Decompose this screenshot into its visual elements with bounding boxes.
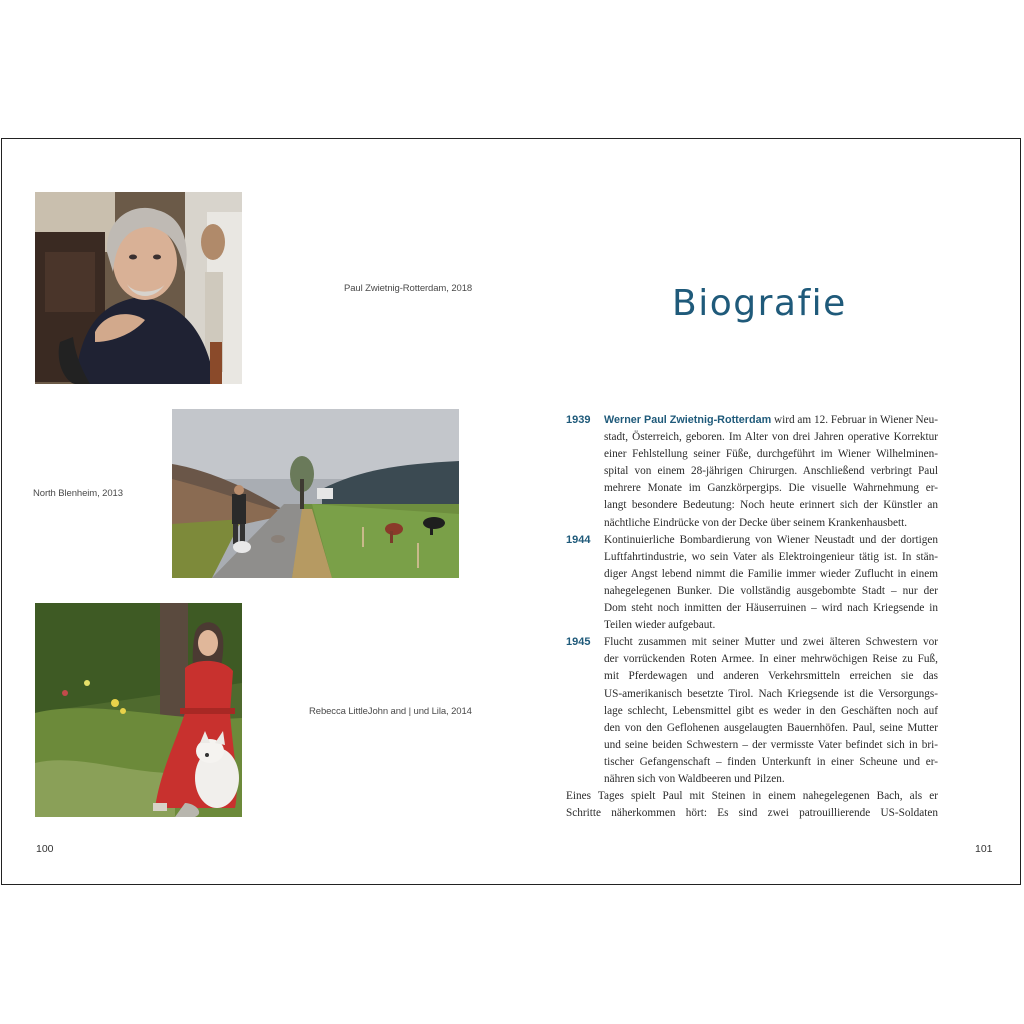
text-line: lage schlecht, Lebensmittel gibt es weder in den Geschäften noch auf [604, 704, 938, 717]
entry-year: 1939 [566, 414, 591, 426]
text-line: Dom steht noch inmitten der Häuserruinen – wird nach Kriegsende in [604, 602, 938, 615]
photo-caption-1: Paul Zwietnig-Rotterdam, 2018 [344, 283, 473, 294]
portrait-image [35, 192, 242, 384]
text-line: der vorrückenden Roten Armee. In einer mehrwöchigen Reise zu Fuß, [604, 653, 938, 666]
landscape-photo [172, 409, 459, 578]
text-line: Luftfahrtindustrie, wo sein Vater als Elektroingenieur tätig ist. In stän- [604, 550, 938, 563]
entry-year: 1944 [566, 533, 591, 546]
text-line: stadt, Österreich, geboren. Im Alter von drei Jahren operative Korrektur [604, 431, 938, 444]
entry-year: 1945 [566, 636, 591, 649]
text-line: Eines Tages spielt Paul mit Steinen in einem nahegelegenen Bach, als er [566, 790, 938, 803]
artist-name: Werner Paul Zwietnig-Rotterdam [604, 414, 772, 426]
page-title: Biografie [672, 283, 847, 324]
landscape-image [172, 409, 459, 578]
text-line: einer Fehlstellung seiner Füße, durchgeführt im Wiener Wilhelminen- [604, 448, 938, 461]
bio-entry-1945 [566, 634, 938, 822]
bio-entry-1944 [566, 532, 938, 635]
photo-caption-2: North Blenheim, 2013 [33, 488, 123, 499]
text-line: Schritte näherkommen hört: Es sind zwei patrouillierende US-Soldaten [566, 807, 938, 820]
text-line: spital von einem 28-jährigen Chirurgen. Anschließend verbringt Paul [604, 465, 938, 478]
page-number-right: 101 [975, 843, 993, 855]
portrait-photo [35, 192, 242, 384]
text-line: Flucht zusammen mit seiner Mutter und zwei älteren Schwestern vor [604, 636, 938, 649]
text-line: mit Pferdewagen und anderen Verkehrsmitteln erreichen sie das [604, 670, 938, 683]
woman-with-dog-photo [35, 603, 242, 817]
photo-caption-3: Rebecca LittleJohn and | und Lila, 2014 [309, 706, 472, 717]
text-line: Werner Paul Zwietnig-Rotterdam wird am 12. Februar in Wiener Neu- [604, 414, 938, 426]
bio-entry-1939 [566, 412, 938, 532]
text-line: und seine beiden Schwestern – der vermisste Vater befindet sich in bri- [604, 738, 938, 751]
text-line: US-amerikanisch besetzte Tirol. Nach Kriegsende ist die Versorgungs- [604, 687, 938, 700]
text-line: den von den Geflohenen ausgelaugten Bauernhöfen. Paul, seine Mutter [604, 721, 938, 734]
text-line: Teilen wieder aufgebaut. [604, 619, 716, 632]
woman-dog-image [35, 603, 242, 817]
text-line: nahegelegenen Bunker. Die vollständig ausgebombte Stadt – nur der [604, 584, 938, 597]
biography-text [566, 412, 938, 822]
page-number-left: 100 [36, 843, 54, 855]
text-line: diger Angst lebend nimmt die Familie immer wieder Zuflucht in einem [604, 567, 938, 580]
text-line: mehrere Monate im Ganzkörpergips. Die visuelle Wahrnehmung er- [604, 482, 938, 495]
text-line: langt besondere Bedeutung: Noch heute erinnert sich der Künstler an [604, 499, 938, 512]
text-line: tischer Gefangenschaft – finden Unterkunft in einer Scheune und er- [604, 755, 938, 768]
text-line: nähren sich von Waldbeeren und Pilzen. [604, 772, 785, 785]
text-line: Kontinuierliche Bombardierung von Wiener Neustadt und der dortigen [604, 533, 938, 546]
text-line: nächtliche Eindrücke von der Decke über seinem Krankenhausbett. [604, 516, 908, 529]
